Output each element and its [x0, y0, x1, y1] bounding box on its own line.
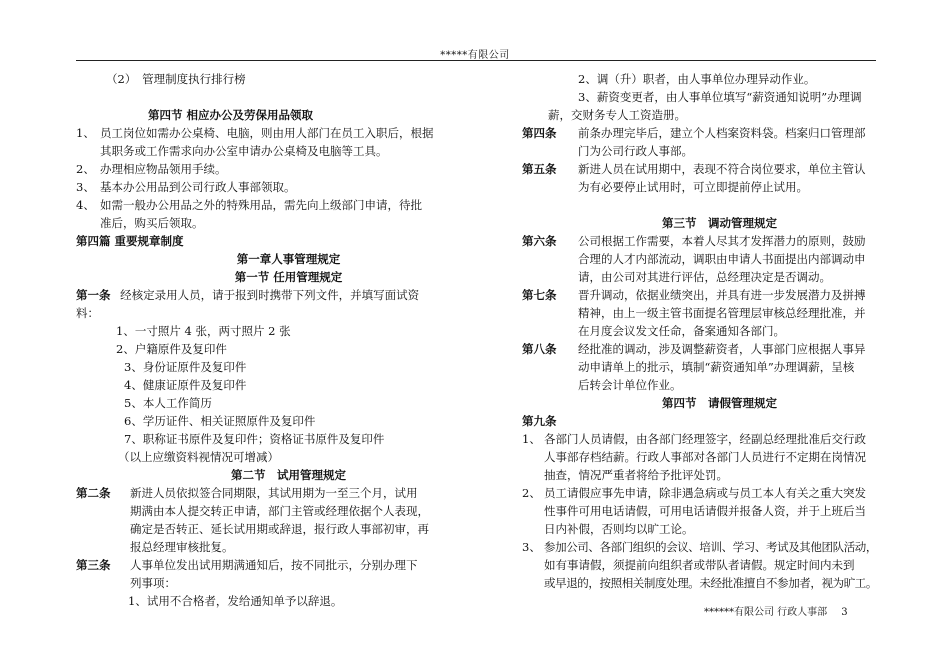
article-2: 第二条 新进人员依拟签合同期限，其试用期为一至三个月，试用 期满由本人提交转正申请，部门主管或经理依据个人表现， 确定是否转正、延长试用期或辞退，报行政人事部初审，再 报总经理审核批复。	[76, 486, 429, 554]
part-4-title: 第四篇 重要规章制度	[76, 234, 184, 248]
page-header-title: *****有限公司	[440, 50, 510, 61]
left-column: （2） 管理制度执行排行榜 第四节 相应办公及劳保用品领取 1、 员工岗位如需办公桌椅、电脑，则由用人部门在员工入职后，根据 其职务或工作需求向办公室申请办公桌椅及电脑等工具。 2、 办理相应物品领用手续。 3、 基本办公用品到公司行政人事部领取。 4、 如需一般办公用品之外的特殊用品，需先向上级部门申请，待批 准后，购买后领取。 第四篇 重要规章制度 第一章人事管理规定 第一节 任用管理规定 第一条 经核定录用人员，请于报到时携带下列文件，并填写面试资 料： 1、一寸照片 4 张，两寸照片 2 张 2、户籍原件及复印件 3、身份证原件及复印件 4、健康证原件及复印件 5、本人工作简历 6、学历证件、相关证照原件及复印件 7、职称证书原件及复印件；资格证书原件及复印件 （以上应缴资料视情况可增减） 第二节 试用管理规定 第二条 新进人员依拟签合同期限，其试用期为一至三个月，试用 期满由本人提交转正申请，部门主管或经理依据个人表现， 确定是否转正、延长试用期或辞退，报行政人事部初审，再 报总经理审核批复。 第三条 人事单位发出试用期满通知后，按不同批示，分别办理下 列事项： 1、试用不合格者，发给通知单予以辞退。	[76, 70, 501, 610]
article-7-label: 第七条	[522, 288, 557, 302]
document-item: 3、身份证原件及复印件	[124, 360, 247, 374]
page-number: 3	[841, 607, 848, 618]
chapter-1-title: 第一章人事管理规定	[236, 252, 341, 266]
footer-company: ******有限公司 行政人事部	[704, 607, 828, 618]
article-3-label: 第三条	[76, 558, 111, 572]
ranking-item: （2） 管理制度执行排行榜	[106, 72, 246, 86]
list-item: 2、 员工请假应事先申请，除非遇急病或与员工本人有关之重大突发 性事件可用电话请假，可用电话请假并报备人资，并于上班后当 日内补假，否则均以旷工论。	[522, 486, 866, 536]
right-column: 2、调（升）职者，由人事单位办理异动作业。 3、薪资变更者，由人事单位填写“薪资通知说明”办理调 薪，交财务专人工资造册。 第四条 前条办理完毕后，建立个人档案资料袋。档案归口管理部 门为公司行政人事部。 第五条 新进人员在试用期中，表现不符合岗位要求，单位主管认 为有必要停止试用时，可立即提前停止试用。 第三节 调动管理规定 第六条 公司根据工作需要，本着人尽其才发挥潜力的原则，鼓励 合理的人才内部流动，调职由申请人书面提出内部调动申 请，由公司对其进行评估，总经理决定是否调动。 第七条 晋升调动，依据业绩突出，并具有进一步发展潜力及拼搏 精神，由上一级主管书面提名管理层审核总经理批准，并 在月度会议发文任命，备案通知各部门。 第八条 经批准的调动，涉及调整薪资者，人事部门应根据人事异 动申请单上的批示，填制“薪资通知单”办理调薪，呈核 后转会计单位作业。 第四节 请假管理规定 第九条 1、 各部门人员请假，由各部门经理签字，经副总经理批准后交行政 人事部存档结薪。行政人事部对各部门人员进行不定期在岗情况 抽查，情况严重者将给予批评处罚。 2、 员工请假应事先申请，除非遇急病或与员工本人有关之重大突发 性事件可用电话请假，可用电话请假并报备人资，并于上班后当 日内补假，否则均以旷工论。 3、 参加公司、各部门组织的会议、培训、学习、考试及其他团队活动， 如有事请假，须提前向组织者或带队者请假。规定时间内未到 或早退的，按照相关制度处理。未经批准擅自不参加者，视为旷工。	[522, 70, 882, 592]
document-item: 7、职称证书原件及复印件；资格证书原件及复印件	[124, 432, 385, 446]
header-rule	[76, 60, 876, 61]
list-item: 2、 办理相应物品领用手续。	[76, 162, 227, 176]
article-1: 第一条 经核定录用人员，请于报到时携带下列文件，并填写面试资	[76, 288, 420, 302]
article-3-item: 3、薪资变更者，由人事单位填写“薪资通知说明”办理调	[578, 90, 862, 104]
article-3-item: 1、试用不合格者，发给通知单予以辞退。	[128, 594, 343, 608]
section-3-title: 第三节 调动管理规定	[662, 216, 777, 230]
document-item: 4、健康证原件及复印件	[124, 378, 247, 392]
list-item: 3、 基本办公用品到公司行政人事部领取。	[76, 180, 296, 194]
section-2-title: 第二节 试用管理规定	[231, 468, 346, 482]
document-item: 2、户籍原件及复印件	[116, 342, 227, 356]
article-4: 第四条 前条办理完毕后，建立个人档案资料袋。档案归口管理部 门为公司行政人事部。	[522, 126, 866, 158]
article-6-label: 第六条	[522, 234, 557, 248]
article-8: 第八条 经批准的调动，涉及调整薪资者，人事部门应根据人事异 动申请单上的批示，填制“薪资通知单”办理调薪，呈核 后转会计单位作业。	[522, 342, 866, 392]
article-4-label: 第四条	[522, 126, 557, 140]
article-6: 第六条 公司根据工作需要，本着人尽其才发挥潜力的原则，鼓励 合理的人才内部流动，调职由申请人书面提出内部调动申 请，由公司对其进行评估，总经理决定是否调动。	[522, 234, 866, 284]
documents-note: （以上应缴资料视情况可增减）	[118, 450, 279, 464]
document-item: 1、一寸照片 4 张，两寸照片 2 张	[116, 324, 291, 338]
document-item: 6、学历证件、相关证照原件及复印件	[124, 414, 316, 428]
section-4-title: 第四节 相应办公及劳保用品领取	[148, 108, 314, 122]
article-2-label: 第二条	[76, 486, 111, 500]
list-item: 3、 参加公司、各部门组织的会议、培训、学习、考试及其他团队活动， 如有事请假，须提前向组织者或带队者请假。规定时间内未到 或早退的，按照相关制度处理。未经批准擅自不参加者，视为旷工。	[522, 540, 877, 590]
article-8-label: 第八条	[522, 342, 557, 356]
article-3: 第三条 人事单位发出试用期满通知后，按不同批示，分别办理下 列事项：	[76, 558, 418, 590]
list-item: 4、 如需一般办公用品之外的特殊用品，需先向上级部门申请，待批 准后，购买后领取。	[76, 198, 422, 230]
article-5-label: 第五条	[522, 162, 557, 176]
article-1-label: 第一条	[76, 288, 111, 302]
list-item: 1、 各部门人员请假，由各部门经理签字，经副总经理批准后交行政 人事部存档结薪。行政人事部对各部门人员进行不定期在岗情况 抽查，情况严重者将给予批评处罚。	[522, 432, 866, 482]
article-7: 第七条 晋升调动，依据业绩突出，并具有进一步发展潜力及拼搏 精神，由上一级主管书面提名管理层审核总经理批准，并 在月度会议发文任命，备案通知各部门。	[522, 288, 866, 338]
article-5: 第五条 新进人员在试用期中，表现不符合岗位要求，单位主管认 为有必要停止试用时，可立即提前停止试用。	[522, 162, 866, 194]
document-item: 5、本人工作简历	[124, 396, 212, 410]
page-footer	[704, 603, 848, 618]
article-3-item: 2、调（升）职者，由人事单位办理异动作业。	[578, 72, 816, 86]
list-item: 1、 员工岗位如需办公桌椅、电脑，则由用人部门在员工入职后，根据 其职务或工作需求向办公室申请办公桌椅及电脑等工具。	[76, 126, 434, 158]
section-1-title: 第一节 任用管理规定	[234, 270, 343, 284]
section-4-leave-title: 第四节 请假管理规定	[662, 396, 777, 410]
article-9-label: 第九条	[522, 414, 557, 428]
